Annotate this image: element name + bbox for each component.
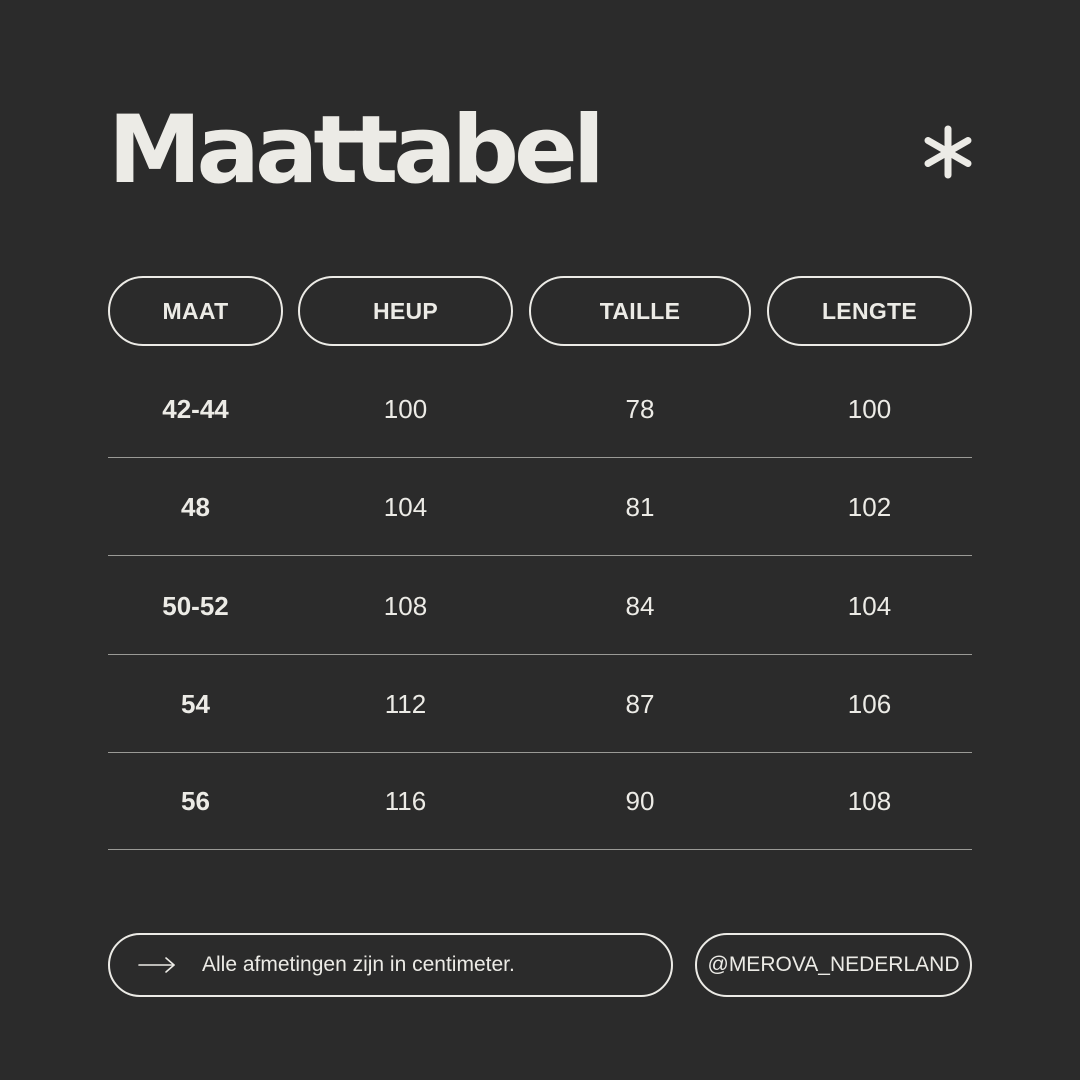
cell-heup: 112 <box>384 689 427 719</box>
unit-note <box>108 933 673 997</box>
header-taille: TAILLE <box>529 276 751 346</box>
social-handle-text: @MEROVA_NEDERLAND <box>707 953 960 976</box>
asterisk-icon <box>920 124 976 180</box>
cell-lengte: 106 <box>847 689 892 719</box>
cell-lengte: 108 <box>847 786 892 816</box>
unit-note-text: Alle afmetingen zijn in centimeter. <box>202 953 515 976</box>
cell-taille: 90 <box>625 786 655 816</box>
cell-heup: 100 <box>383 394 428 424</box>
cell-heup: 108 <box>383 591 428 621</box>
cell-maat: 50-52 <box>162 591 229 621</box>
social-handle <box>695 933 972 997</box>
table-row <box>108 557 972 655</box>
cell-maat: 54 <box>181 689 210 719</box>
cell-taille: 81 <box>625 492 655 522</box>
cell-maat: 42-44 <box>162 394 229 424</box>
cell-heup: 116 <box>384 786 427 816</box>
table-row <box>108 458 972 556</box>
header-heup: HEUP <box>298 276 513 346</box>
cell-lengte: 102 <box>847 492 892 522</box>
cell-lengte: 100 <box>847 394 892 424</box>
page-title: Maattabel <box>108 96 600 205</box>
table-row <box>108 655 972 753</box>
cell-taille: 84 <box>625 591 655 621</box>
table-row <box>108 360 972 458</box>
cell-taille: 78 <box>625 394 655 424</box>
arrow-right-icon <box>138 955 176 975</box>
cell-lengte: 104 <box>847 591 892 621</box>
cell-maat: 48 <box>181 492 210 522</box>
cell-taille: 87 <box>625 689 655 719</box>
cell-heup: 104 <box>383 492 428 522</box>
cell-maat: 56 <box>181 786 210 816</box>
row-divider <box>108 849 972 850</box>
header-maat: MAAT <box>108 276 283 346</box>
row-divider <box>108 555 972 556</box>
header-lengte: LENGTE <box>767 276 972 346</box>
table-row <box>108 752 972 850</box>
